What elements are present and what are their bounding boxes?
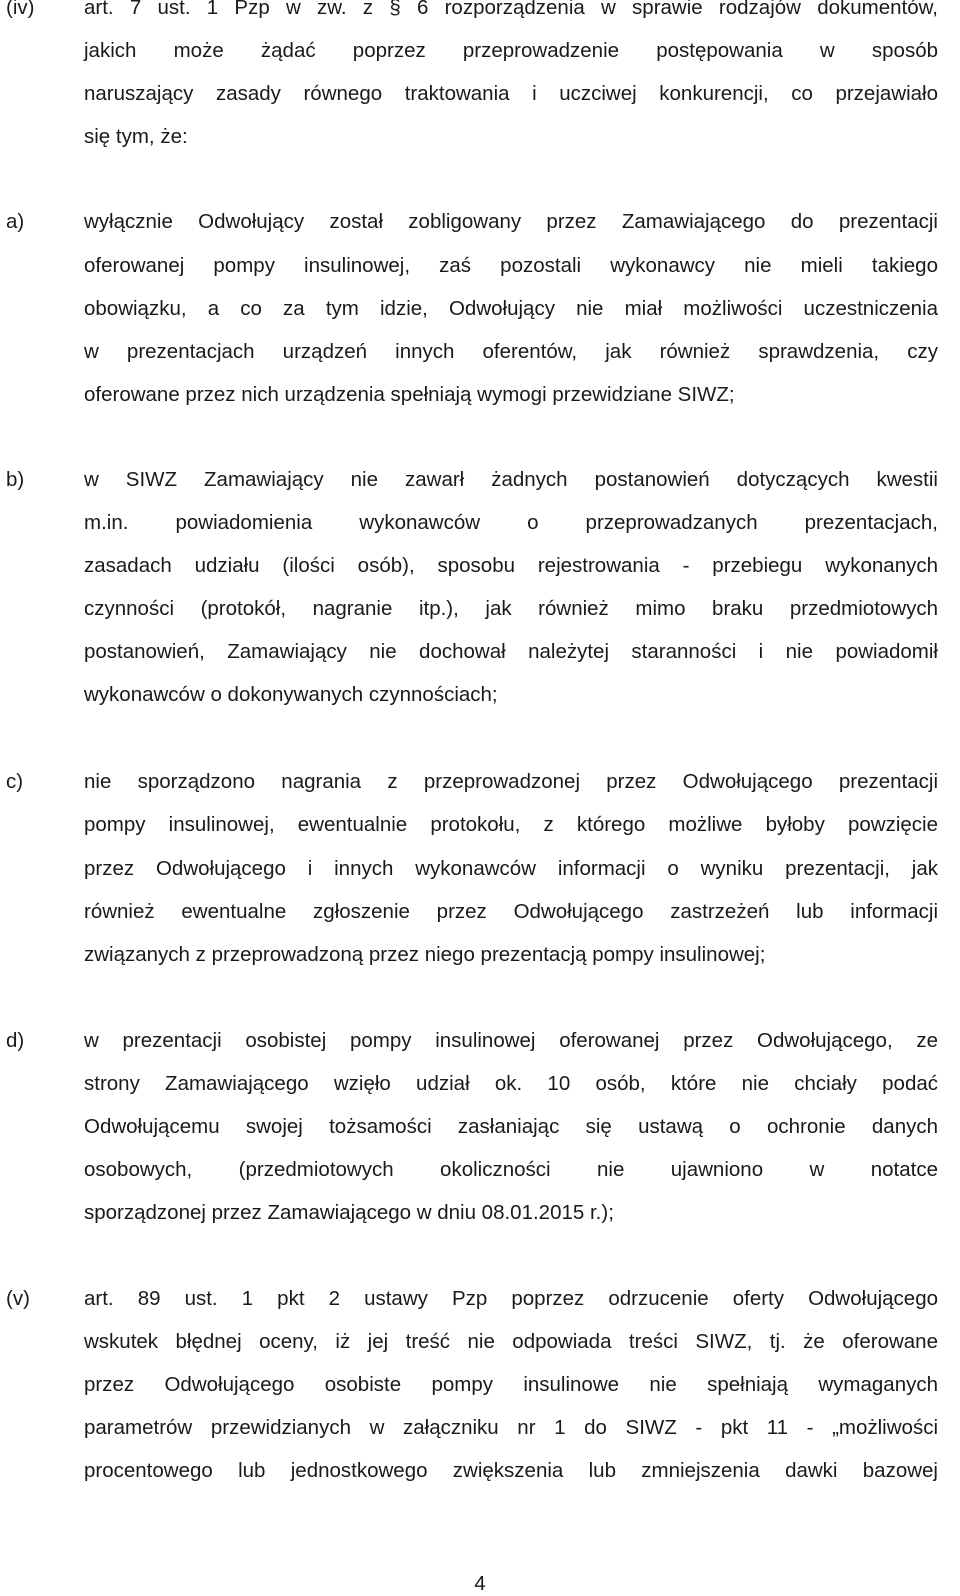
- list-item-line: oferowanej pompy insulinowej, zaś pozostali wykonawcy nie mieli takiego: [84, 254, 938, 277]
- list-item-line: postanowień, Zamawiający nie dochował należytej staranności i nie powiadomił: [84, 640, 938, 663]
- list-item-line: m.in. powiadomienia wykonawców o przeprowadzanych prezentacjach,: [84, 511, 938, 534]
- list-item-line: czynności (protokół, nagranie itp.), jak również mimo braku przedmiotowych: [84, 597, 938, 620]
- section-iv-line: art. 7 ust. 1 Pzp w zw. z § 6 rozporządzenia w sprawie rodzajów dokumentów,: [84, 0, 938, 19]
- list-item-line: oferowane przez nich urządzenia spełniają wymogi przewidziane SIWZ;: [84, 383, 735, 406]
- list-item-line: przez Odwołującego i innych wykonawców informacji o wyniku prezentacji, jak: [84, 857, 938, 880]
- list-item-marker: d): [6, 1029, 25, 1052]
- section-iv-line: się tym, że:: [84, 125, 188, 148]
- section-v-line: parametrów przewidzianych w załączniku nr 1 do SIWZ - pkt 11 - „możliwości: [84, 1416, 938, 1439]
- section-v-line: procentowego lub jednostkowego zwiększenia lub zmniejszenia dawki bazowej: [84, 1459, 938, 1482]
- list-item-line: wykonawców o dokonywanych czynnościach;: [84, 683, 498, 706]
- list-item-line: również ewentualne zgłoszenie przez Odwołującego zastrzeżeń lub informacji: [84, 900, 938, 923]
- list-item-line: obowiązku, a co za tym idzie, Odwołujący nie miał możliwości uczestniczenia: [84, 297, 938, 320]
- list-item-line: w prezentacji osobistej pompy insulinowej oferowanej przez Odwołującego, ze: [84, 1029, 938, 1052]
- list-item-line: wyłącznie Odwołujący został zobligowany przez Zamawiającego do prezentacji: [84, 210, 938, 233]
- section-iv-line: naruszający zasady równego traktowania i uczciwej konkurencji, co przejawiało: [84, 82, 938, 105]
- list-item-line: w prezentacjach urządzeń innych oferentów, jak również sprawdzenia, czy: [84, 340, 938, 363]
- section-v-marker: (v): [6, 1287, 30, 1310]
- section-v-line: wskutek błędnej oceny, iż jej treść nie odpowiada treści SIWZ, tj. że oferowane: [84, 1330, 938, 1353]
- list-item-line: osobowych, (przedmiotowych okoliczności nie ujawniono w notatce: [84, 1158, 938, 1181]
- section-iv-line: jakich może żądać poprzez przeprowadzenie postępowania w sposób: [84, 39, 938, 62]
- list-item-line: nie sporządzono nagrania z przeprowadzonej przez Odwołującego prezentacji: [84, 770, 938, 793]
- list-item-marker: a): [6, 210, 25, 233]
- section-v-line: przez Odwołującego osobiste pompy insulinowe nie spełniają wymaganych: [84, 1373, 938, 1396]
- section-iv-marker: (iv): [6, 0, 35, 19]
- list-item-marker: c): [6, 770, 24, 793]
- list-item-line: sporządzonej przez Zamawiającego w dniu 08.01.2015 r.);: [84, 1201, 614, 1224]
- list-item-line: strony Zamawiającego wzięło udział ok. 10 osób, które nie chciały podać: [84, 1072, 938, 1095]
- list-item-line: w SIWZ Zamawiający nie zawarł żadnych postanowień dotyczących kwestii: [84, 468, 938, 491]
- list-item-line: zasadach udziału (ilości osób), sposobu rejestrowania - przebiegu wykonanych: [84, 554, 938, 577]
- section-v-line: art. 89 ust. 1 pkt 2 ustawy Pzp poprzez odrzucenie oferty Odwołującego: [84, 1287, 938, 1310]
- page-number: 4: [474, 1572, 486, 1595]
- list-item-line: pompy insulinowej, ewentualnie protokołu, z którego możliwe byłoby powzięcie: [84, 813, 938, 836]
- list-item-line: związanych z przeprowadzoną przez niego prezentacją pompy insulinowej;: [84, 943, 766, 966]
- list-item-marker: b): [6, 468, 25, 491]
- list-item-line: Odwołującemu swojej tożsamości zasłaniając się ustawą o ochronie danych: [84, 1115, 938, 1138]
